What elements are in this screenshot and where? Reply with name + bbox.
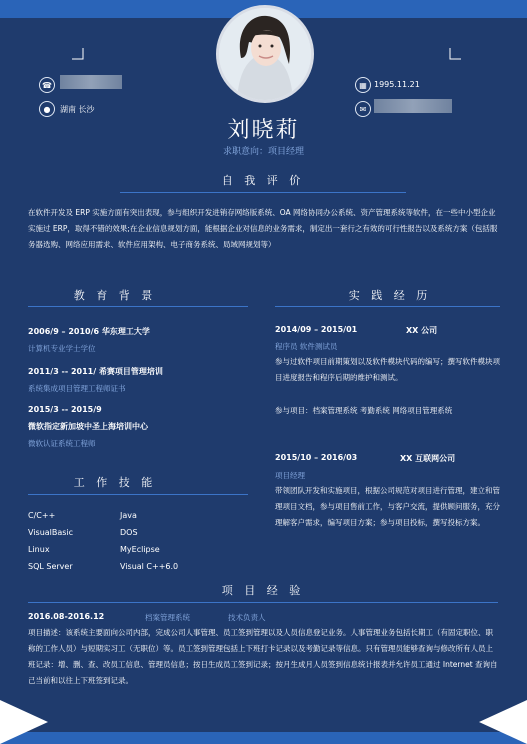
city: 湖南 长沙	[60, 105, 95, 114]
skills-title: 工 作 技 能	[73, 476, 157, 489]
skill-left-4: SQL Server	[28, 562, 73, 571]
edu-3-sub: 微软认证系统工程师	[28, 439, 96, 448]
self-eval-rule	[120, 192, 406, 193]
projects-rule	[28, 602, 498, 603]
prac-1-company: XX 公司	[406, 326, 438, 335]
phone-redacted	[60, 75, 122, 89]
candidate-name: 刘晓莉	[227, 118, 300, 143]
edu-1-sub: 计算机专业学士学位	[28, 344, 96, 353]
corner-mark-tl	[72, 48, 84, 60]
bottom-bar	[0, 732, 527, 744]
project-name: 档案管理系统	[145, 613, 190, 622]
bottom-left-arrow	[0, 700, 48, 744]
prac-1-desc: 参与过软件项目前期策划以及软件模块代码的编写；撰写软件模块项目进度报告和程序后期的维护和测试。	[275, 357, 500, 382]
corner-mark-tr	[449, 48, 461, 60]
prac-1-role: 程序员 软件测试员	[275, 342, 338, 351]
skills-rule	[28, 494, 248, 495]
self-eval-text: 在软件开发及 ERP 实施方面有突出表现，参与组织开发进销存网络版系统、OA 网络协同办公系统、资产管理系统等软件，在一些中小型企业实施过 ERP，取得不错的效果;在企业信息规划方面，能根据企业对信息的业务需求，制定出一套行之有效的可行性报告以及系统方案（包括服务器选购、网络应用需求、软件应用架构、电子商务系统、局域网规划等）	[28, 208, 498, 249]
edu-2-line: 2011/3 -- 2011/ 希赛项目管理培训	[28, 367, 163, 376]
skill-right-1: Java	[120, 511, 137, 520]
practice-rule	[275, 306, 500, 307]
prac-2-date: 2015/10 – 2016/03	[275, 453, 358, 462]
birth-date: 1995.11.21	[374, 80, 420, 89]
email-redacted	[374, 99, 452, 113]
project-date: 2016.08-2016.12	[28, 612, 105, 621]
location-icon: ●	[39, 101, 55, 117]
bottom-right-arrow	[479, 700, 527, 744]
skill-right-3: MyEclipse	[120, 545, 160, 554]
prac-1-date: 2014/09 – 2015/01	[275, 325, 358, 334]
avatar	[216, 5, 314, 103]
practice-title: 实 践 经 历	[348, 289, 432, 302]
edu-1-line: 2006/9 – 2010/6 华东理工大学	[28, 327, 150, 336]
prac-2-desc: 带领团队开发和实施项目，根据公司规范对项目进行管理，建立和管理项目文档，参与项目售前工作，与客户交流，提供顾问服务，充分理解客户需求，编写项目方案；参与项目投标，撰写投标方案。	[275, 486, 500, 527]
education-title: 教 育 背 景	[73, 289, 157, 302]
project-role: 技术负责人	[228, 613, 266, 622]
email-icon: ✉	[355, 101, 371, 117]
job-objective: 求职意向：项目经理	[222, 147, 304, 157]
education-rule	[28, 306, 248, 307]
prac-2-company: XX 互联网公司	[400, 454, 456, 463]
skill-left-2: VisualBasic	[28, 528, 74, 537]
skill-left-1: C/C++	[28, 511, 56, 520]
skill-right-4: Visual C++6.0	[120, 562, 179, 571]
edu-3-line2: 微软指定新加坡中圣上海培训中心	[28, 422, 148, 431]
skill-left-3: Linux	[28, 545, 50, 554]
phone-icon: ☎	[39, 77, 55, 93]
edu-2-sub: 系统集成项目管理工程师证书	[28, 384, 126, 393]
prac-2-role: 项目经理	[275, 471, 305, 480]
edu-3-line: 2015/3 -- 2015/9	[28, 405, 102, 414]
calendar-icon: ▦	[355, 77, 371, 93]
project-text: 项目描述：该系统主要面向公司内部，完成公司人事管理、员工签到管理以及人员信息登记业务。人事管理业务包括长期工（有固定职位、职称的工作人员）与短期实习工（无职位）等。员工签到管理包括上下班打卡记录以及考勤记录等信息。只有管理员能够查询与修改所有人员上班记录：增、删、查、改员工信息、管理员信息；按日生成员工签到记录；按月生成月人员签到信息统计报表并允许员工通过 Internet 查询自己当前和以往上下班签到记录。	[28, 628, 498, 685]
prac-1-desc2: 参与项目：档案管理系统 考勤系统 网络项目管理系统	[275, 406, 453, 415]
projects-title: 项 目 经 验	[221, 584, 305, 597]
skill-right-2: DOS	[120, 528, 138, 537]
self-eval-title: 自 我 评 价	[221, 174, 305, 187]
